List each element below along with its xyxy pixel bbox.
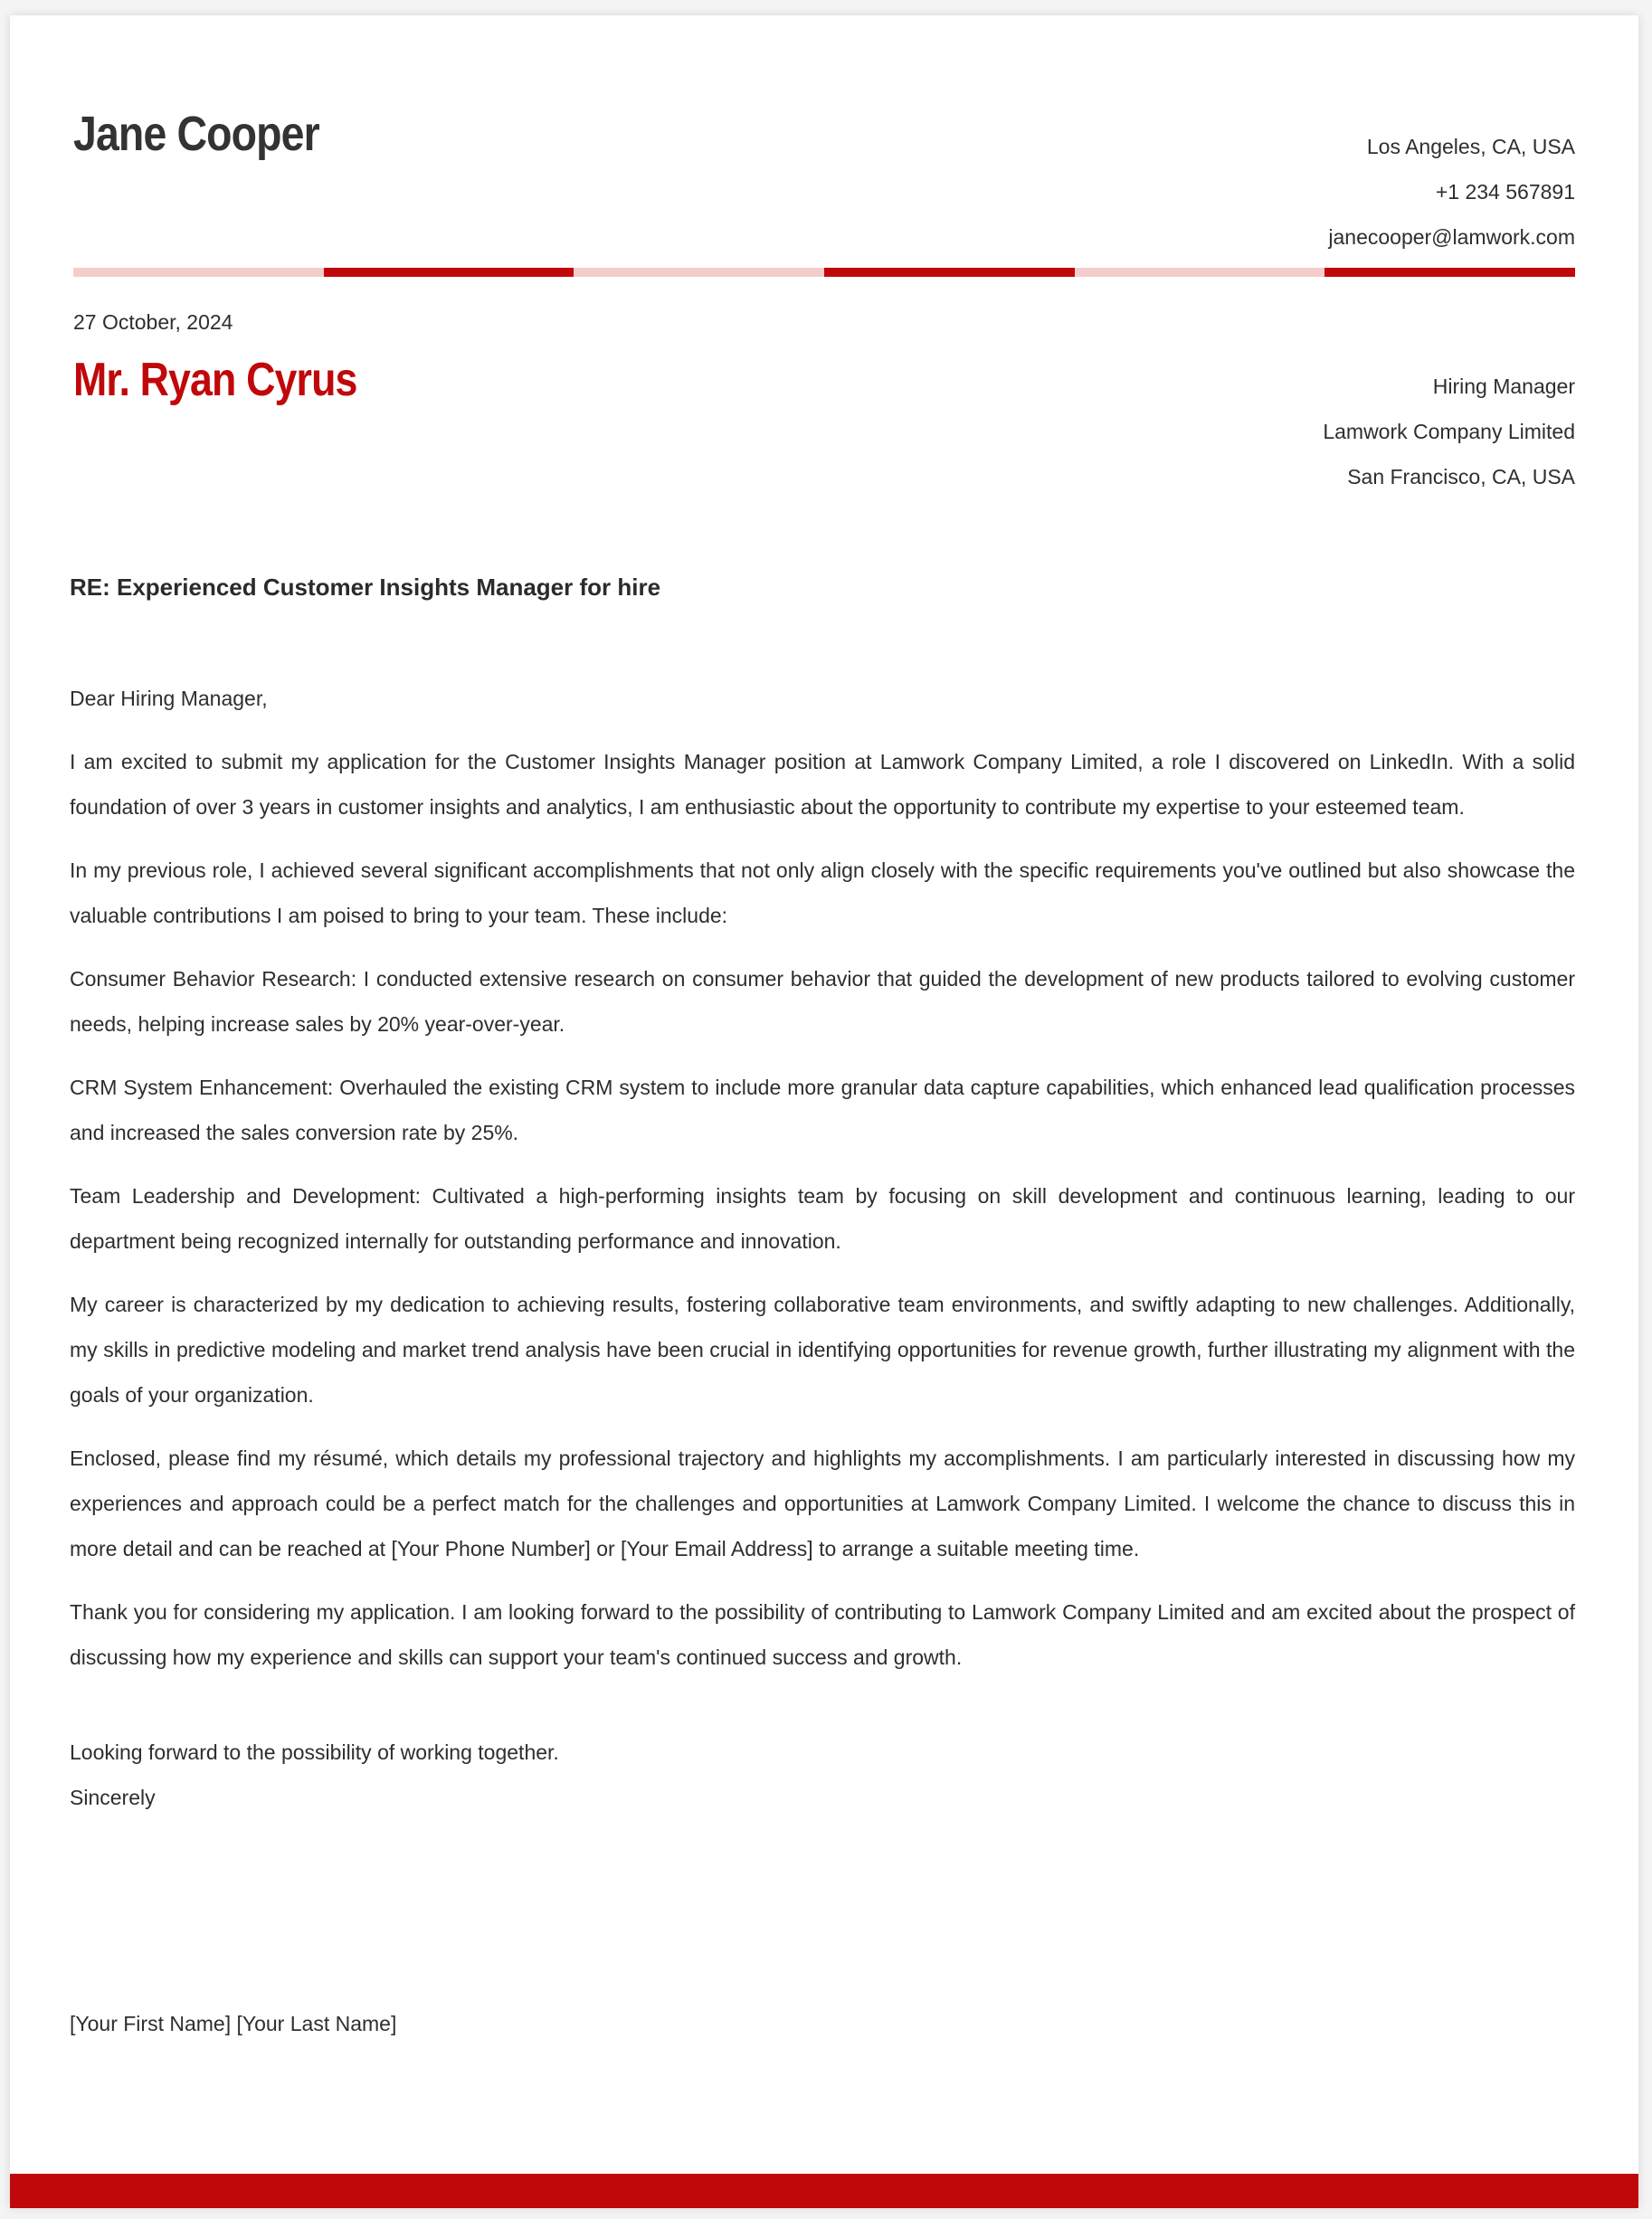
body-paragraph: Team Leadership and Development: Cultivated a high-performing insights team by focusing on skill development and continuous learning, leading to our department being recognized internally for outstanding performance and innovation. [70, 1184, 1575, 1253]
letter-subject: RE: Experienced Customer Insights Manager for hire [70, 574, 661, 601]
divider-segment [73, 268, 324, 277]
signature-name: [Your First Name] [Your Last Name] [70, 2012, 397, 2035]
body-paragraph: Consumer Behavior Research: I conducted extensive research on consumer behavior that guided the development of new products tailored to evolving customer needs, helping increase sales by 20% year-over-year. [70, 967, 1575, 1036]
divider-segment [824, 268, 1075, 277]
letter-body [70, 676, 1575, 1698]
divider-segment [1075, 268, 1325, 277]
closing-line: Looking forward to the possibility of working together. [70, 1740, 559, 1764]
closing-signoff: Sincerely [70, 1786, 156, 1809]
salutation: Dear Hiring Manager, [70, 687, 268, 710]
footer-bar [10, 2174, 1638, 2208]
sender-contact [1328, 124, 1575, 260]
body-paragraph: Thank you for considering my application. I am looking forward to the possibility of contributing to Lamwork Company Limited and am excited about the prospect of discussing how my experience and skills can support your team's continued success and growth. [70, 1600, 1575, 1669]
sender-phone: +1 234 567891 [1435, 180, 1575, 204]
recipient-info [1323, 364, 1575, 499]
letter-page [10, 15, 1638, 2208]
body-paragraph: Enclosed, please find my résumé, which details my professional trajectory and highlights my accomplishments. I am particularly interested in discussing how my experiences and approach could be a perfect match for the challenges and opportunities at Lamwork Company Limited. I welcome the chance to discuss this in more detail and can be reached at [Your Phone Number] or [Your Email Address] to arrange a suitable meeting time. [70, 1446, 1575, 1560]
recipient-title: Hiring Manager [1432, 375, 1575, 398]
body-paragraph: I am excited to submit my application for the Customer Insights Manager position at Lamwork Company Limited, a role I discovered on LinkedIn. With a solid foundation of over 3 years in customer insights and analytics, I am enthusiastic about the opportunity to contribute my expertise to your esteemed team. [70, 750, 1575, 819]
divider-segment [574, 268, 824, 277]
body-paragraph: In my previous role, I achieved several significant accomplishments that not only align closely with the specific requirements you've outlined but also showcase the valuable contributions I am poised to bring to your team. These include: [70, 858, 1575, 927]
divider-segment [324, 268, 574, 277]
sender-name: Jane Cooper [73, 107, 319, 161]
body-paragraph: CRM System Enhancement: Overhauled the existing CRM system to include more granular data capture capabilities, which enhanced lead qualification processes and increased the sales conversion rate by 25%. [70, 1076, 1575, 1144]
recipient-company: Lamwork Company Limited [1323, 420, 1575, 443]
recipient-location: San Francisco, CA, USA [1347, 465, 1575, 488]
body-paragraph: My career is characterized by my dedication to achieving results, fostering collaborative team environments, and swiftly adapting to new challenges. Additionally, my skills in predictive modeling and market trend analysis have been crucial in identifying opportunities for revenue growth, further illustrating my alignment with the goals of your organization. [70, 1293, 1575, 1407]
recipient-name: Mr. Ryan Cyrus [73, 354, 357, 406]
header-divider [73, 268, 1575, 277]
sender-location: Los Angeles, CA, USA [1366, 135, 1575, 158]
letter-date: 27 October, 2024 [73, 310, 233, 334]
sender-email: janecooper@lamwork.com [1328, 225, 1575, 249]
divider-segment [1324, 268, 1575, 277]
letter-closing [70, 1730, 559, 1820]
